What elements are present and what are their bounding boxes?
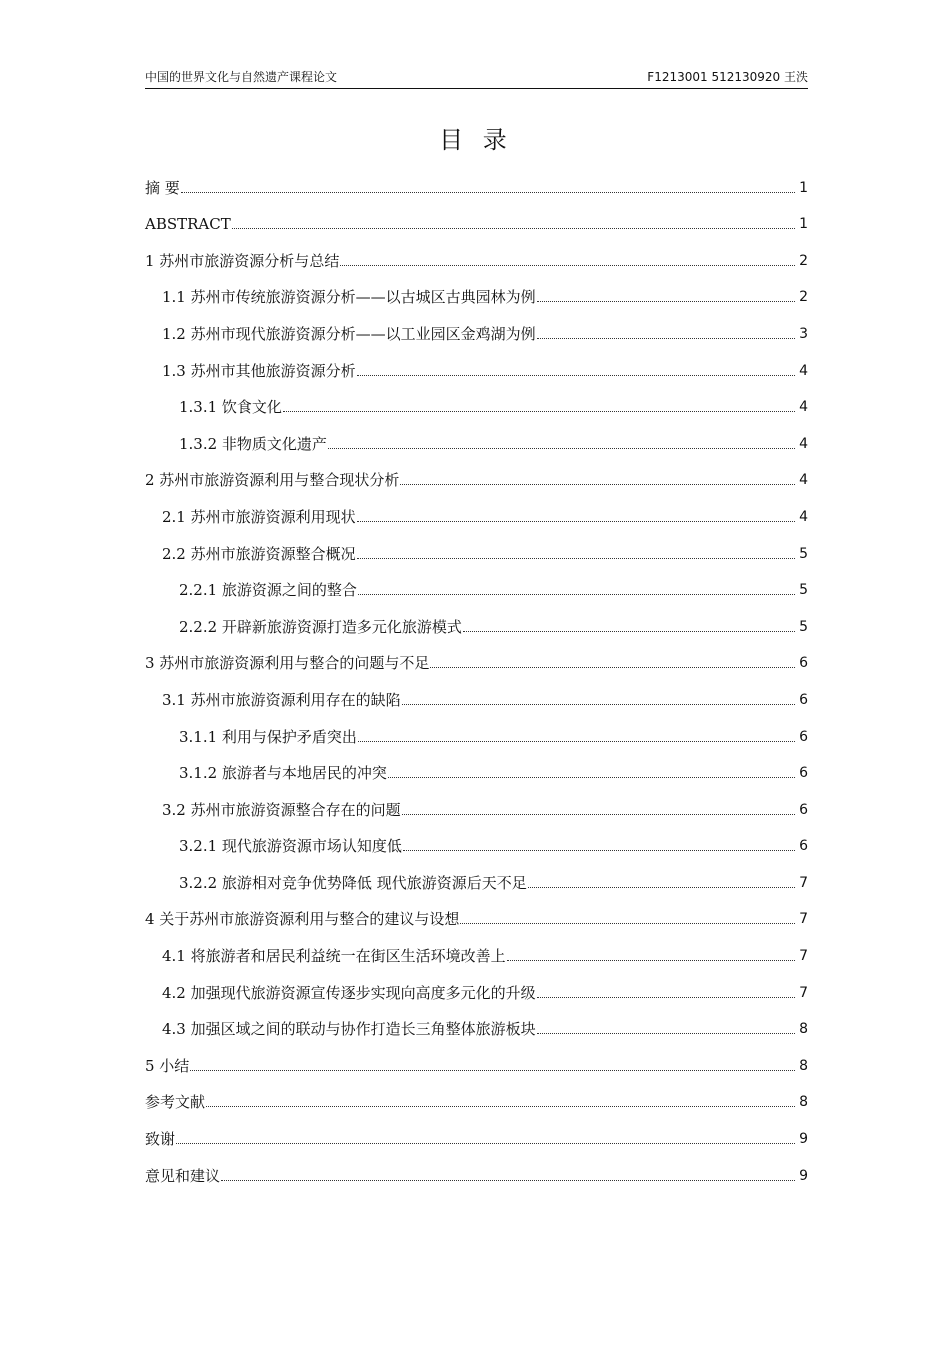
toc-dot-leader bbox=[190, 1070, 795, 1071]
toc-entry-label: 3.1.2 旅游者与本地居民的冲突 bbox=[179, 764, 387, 783]
toc-entry-label: 1.2 苏州市现代旅游资源分析——以工业园区金鸡湖为例 bbox=[162, 324, 536, 343]
toc-dot-leader bbox=[537, 338, 795, 339]
toc-entry[interactable] bbox=[145, 566, 808, 603]
toc-entry-label: 4 关于苏州市旅游资源利用与整合的建议与设想 bbox=[145, 910, 460, 929]
toc-entry-label: 参考文献 bbox=[145, 1093, 206, 1112]
toc-dot-leader bbox=[232, 228, 795, 229]
toc-entry-page-number: 1 bbox=[799, 216, 808, 233]
toc-entry-page-number: 2 bbox=[799, 289, 808, 306]
toc-entry[interactable] bbox=[145, 822, 808, 859]
toc-entry-page-number: 9 bbox=[799, 1131, 808, 1148]
toc-dot-leader bbox=[181, 192, 795, 193]
toc-entry-page-number: 7 bbox=[799, 874, 808, 891]
table-of-contents bbox=[145, 163, 808, 1188]
toc-entry[interactable] bbox=[145, 749, 808, 786]
toc-entry[interactable] bbox=[145, 712, 808, 749]
header-author-info: F1213001 512130920 王泆 bbox=[647, 70, 808, 84]
toc-entry-page-number: 3 bbox=[799, 325, 808, 342]
toc-entry-label: 3 苏州市旅游资源利用与整合的问题与不足 bbox=[145, 654, 430, 673]
toc-dot-leader bbox=[537, 1033, 795, 1034]
toc-entry[interactable] bbox=[145, 639, 808, 676]
toc-dot-leader bbox=[460, 923, 795, 924]
toc-dot-leader bbox=[430, 667, 795, 668]
toc-entry[interactable] bbox=[145, 602, 808, 639]
toc-entry[interactable] bbox=[145, 383, 808, 420]
toc-entry-page-number: 4 bbox=[799, 435, 808, 452]
toc-entry-label: ABSTRACT bbox=[145, 215, 231, 234]
toc-dot-leader bbox=[528, 887, 795, 888]
toc-dot-leader bbox=[537, 997, 795, 998]
toc-entry-page-number: 6 bbox=[799, 801, 808, 818]
toc-entry-label: 致谢 bbox=[145, 1130, 176, 1149]
page-header bbox=[145, 68, 808, 89]
toc-entry-page-number: 7 bbox=[799, 948, 808, 965]
toc-entry[interactable] bbox=[145, 346, 808, 383]
toc-entry[interactable] bbox=[145, 529, 808, 566]
toc-dot-leader bbox=[388, 777, 795, 778]
toc-dot-leader bbox=[221, 1180, 795, 1181]
toc-dot-leader bbox=[340, 265, 795, 266]
toc-dot-leader bbox=[357, 375, 795, 376]
toc-entry-page-number: 2 bbox=[799, 252, 808, 269]
toc-entry-label: 3.2 苏州市旅游资源整合存在的问题 bbox=[162, 800, 401, 819]
toc-entry-page-number: 9 bbox=[799, 1167, 808, 1184]
toc-entry-label: 1 苏州市旅游资源分析与总结 bbox=[145, 251, 340, 270]
toc-title: 目 录 bbox=[439, 126, 513, 154]
toc-entry[interactable] bbox=[145, 200, 808, 237]
toc-entry-label: 3.2.1 现代旅游资源市场认知度低 bbox=[179, 837, 402, 856]
toc-dot-leader bbox=[357, 521, 795, 522]
toc-entry[interactable] bbox=[145, 273, 808, 310]
toc-entry[interactable] bbox=[145, 895, 808, 932]
toc-entry[interactable] bbox=[145, 858, 808, 895]
toc-dot-leader bbox=[328, 448, 795, 449]
toc-entry[interactable] bbox=[145, 1114, 808, 1151]
toc-dot-leader bbox=[283, 411, 795, 412]
toc-entry-page-number: 4 bbox=[799, 362, 808, 379]
toc-entry[interactable] bbox=[145, 1151, 808, 1188]
toc-entry-label: 2 苏州市旅游资源利用与整合现状分析 bbox=[145, 471, 400, 490]
toc-dot-leader bbox=[507, 960, 795, 961]
toc-entry-page-number: 8 bbox=[799, 1021, 808, 1038]
toc-entry-label: 意见和建议 bbox=[145, 1166, 221, 1185]
toc-entry-page-number: 6 bbox=[799, 838, 808, 855]
toc-entry-page-number: 6 bbox=[799, 728, 808, 745]
toc-entry-page-number: 7 bbox=[799, 984, 808, 1001]
toc-entry[interactable] bbox=[145, 785, 808, 822]
toc-entry[interactable] bbox=[145, 931, 808, 968]
toc-dot-leader bbox=[358, 741, 795, 742]
toc-entry-label: 2.2.2 开辟新旅游资源打造多元化旅游模式 bbox=[179, 617, 462, 636]
toc-entry-label: 2.1 苏州市旅游资源利用现状 bbox=[162, 507, 356, 526]
toc-entry-label: 3.1.1 利用与保护矛盾突出 bbox=[179, 727, 357, 746]
toc-entry-label: 3.2.2 旅游相对竞争优势降低 现代旅游资源后天不足 bbox=[179, 873, 527, 892]
toc-entry-page-number: 7 bbox=[799, 911, 808, 928]
toc-entry-page-number: 4 bbox=[799, 399, 808, 416]
toc-entry-page-number: 4 bbox=[799, 472, 808, 489]
toc-entry[interactable] bbox=[145, 1005, 808, 1042]
toc-entry-page-number: 6 bbox=[799, 655, 808, 672]
toc-entry[interactable] bbox=[145, 1078, 808, 1115]
toc-entry-label: 5 小结 bbox=[145, 1056, 190, 1075]
toc-entry[interactable] bbox=[145, 419, 808, 456]
toc-entry-label: 1.1 苏州市传统旅游资源分析——以古城区古典园林为例 bbox=[162, 288, 536, 307]
toc-entry-label: 1.3.2 非物质文化遗产 bbox=[179, 434, 327, 453]
toc-entry[interactable] bbox=[145, 968, 808, 1005]
toc-dot-leader bbox=[400, 484, 795, 485]
toc-entry-page-number: 8 bbox=[799, 1057, 808, 1074]
toc-entry[interactable] bbox=[145, 309, 808, 346]
toc-entry-page-number: 1 bbox=[799, 179, 808, 196]
toc-entry[interactable] bbox=[145, 236, 808, 273]
toc-entry[interactable] bbox=[145, 492, 808, 529]
toc-entry-label: 摘 要 bbox=[145, 178, 180, 197]
toc-dot-leader bbox=[357, 558, 795, 559]
toc-entry[interactable] bbox=[145, 163, 808, 200]
toc-dot-leader bbox=[403, 850, 795, 851]
toc-entry-page-number: 4 bbox=[799, 508, 808, 525]
header-course-title: 中国的世界文化与自然遗产课程论文 bbox=[145, 70, 338, 84]
toc-entry-label: 4.1 将旅游者和居民利益统一在街区生活环境改善上 bbox=[162, 947, 506, 966]
toc-entry-label: 4.3 加强区域之间的联动与协作打造长三角整体旅游板块 bbox=[162, 1020, 536, 1039]
toc-entry-label: 1.3 苏州市其他旅游资源分析 bbox=[162, 361, 356, 380]
toc-entry-page-number: 5 bbox=[799, 545, 808, 562]
toc-entry-page-number: 6 bbox=[799, 691, 808, 708]
toc-dot-leader bbox=[206, 1106, 795, 1107]
toc-entry-page-number: 5 bbox=[799, 582, 808, 599]
toc-entry[interactable] bbox=[145, 1041, 808, 1078]
toc-entry-page-number: 6 bbox=[799, 765, 808, 782]
toc-dot-leader bbox=[463, 631, 795, 632]
toc-entry-label: 2.2.1 旅游资源之间的整合 bbox=[179, 581, 357, 600]
toc-dot-leader bbox=[402, 814, 795, 815]
toc-entry-label: 2.2 苏州市旅游资源整合概况 bbox=[162, 544, 356, 563]
toc-entry-label: 3.1 苏州市旅游资源利用存在的缺陷 bbox=[162, 690, 401, 709]
toc-entry[interactable] bbox=[145, 675, 808, 712]
toc-entry[interactable] bbox=[145, 456, 808, 493]
toc-dot-leader bbox=[537, 301, 795, 302]
toc-dot-leader bbox=[176, 1143, 795, 1144]
toc-entry-label: 4.2 加强现代旅游资源宣传逐步实现向高度多元化的升级 bbox=[162, 983, 536, 1002]
toc-dot-leader bbox=[358, 594, 795, 595]
toc-entry-label: 1.3.1 饮食文化 bbox=[179, 398, 282, 417]
toc-dot-leader bbox=[402, 704, 795, 705]
toc-entry-page-number: 8 bbox=[799, 1094, 808, 1111]
toc-entry-page-number: 5 bbox=[799, 618, 808, 635]
